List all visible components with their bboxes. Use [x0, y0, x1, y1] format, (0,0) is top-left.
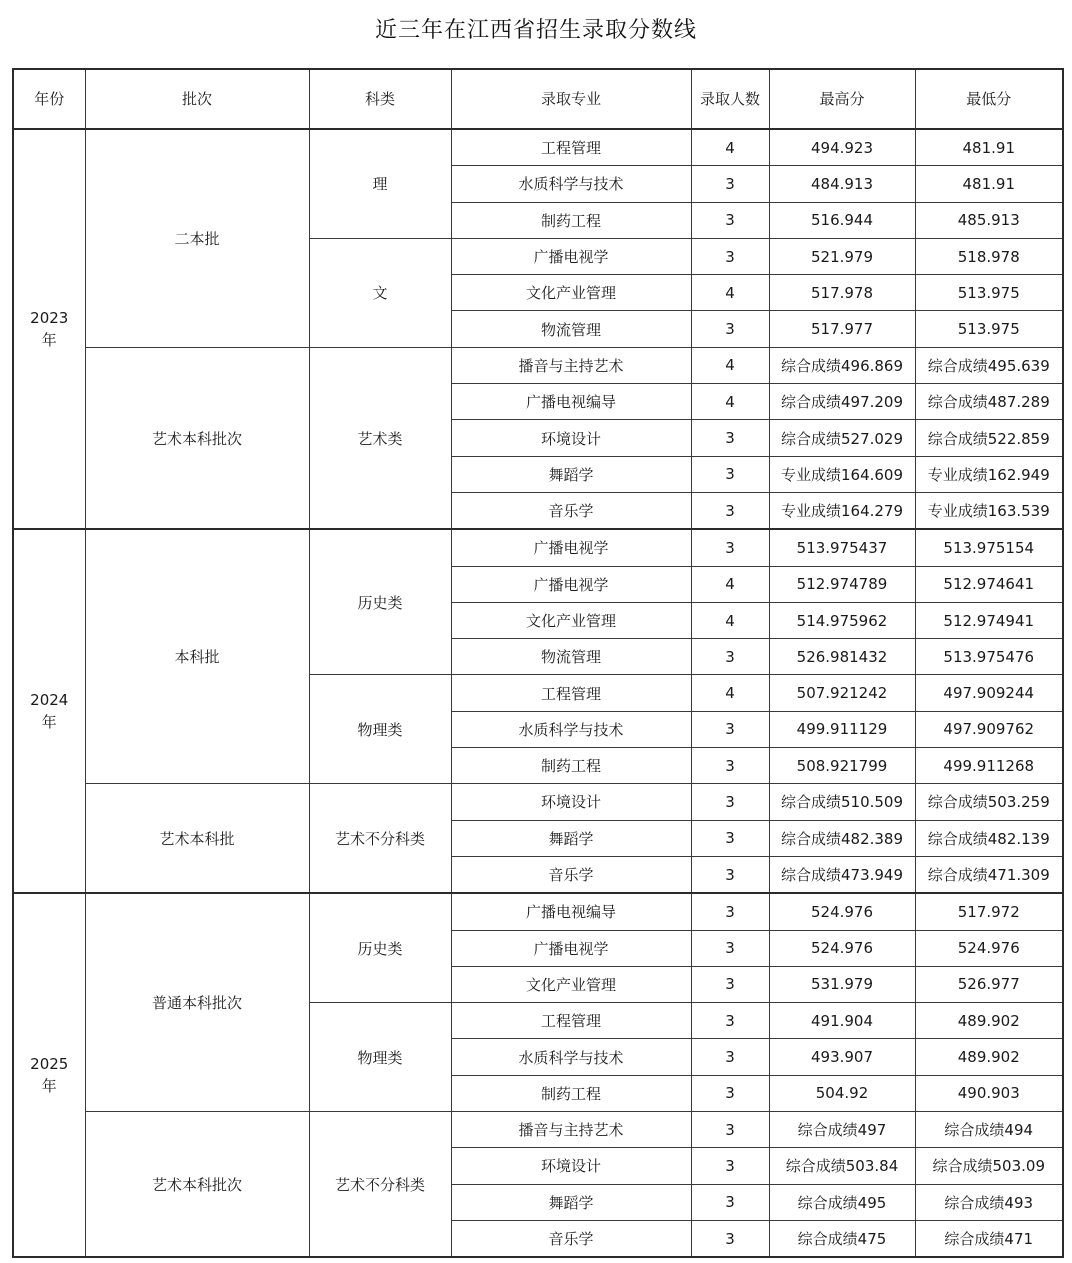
min-score-cell: 497.909762	[915, 711, 1063, 747]
year-value: 2023	[30, 309, 69, 328]
batch-cell: 艺术本科批	[85, 784, 309, 893]
category-cell: 历史类	[309, 529, 451, 675]
category-cell: 物理类	[309, 1003, 451, 1112]
count-cell: 3	[691, 784, 769, 820]
count-cell: 3	[691, 711, 769, 747]
max-score-cell: 531.979	[769, 966, 915, 1002]
major-cell: 制药工程	[451, 748, 691, 784]
batch-cell: 本科批	[85, 529, 309, 784]
batch-cell: 艺术本科批次	[85, 347, 309, 529]
min-score-cell: 513.975	[915, 311, 1063, 347]
min-score-cell: 512.974641	[915, 566, 1063, 602]
count-cell: 3	[691, 966, 769, 1002]
min-score-cell: 512.974941	[915, 602, 1063, 638]
major-cell: 广播电视编导	[451, 893, 691, 930]
max-score-cell: 513.975437	[769, 529, 915, 566]
max-score-cell: 综合成绩496.869	[769, 347, 915, 383]
major-cell: 广播电视学	[451, 238, 691, 274]
max-score-cell: 526.981432	[769, 639, 915, 675]
count-cell: 4	[691, 566, 769, 602]
min-score-cell: 综合成绩487.289	[915, 384, 1063, 420]
min-score-cell: 499.911268	[915, 748, 1063, 784]
table-row	[13, 129, 1063, 166]
max-score-cell: 综合成绩510.509	[769, 784, 915, 820]
category-cell: 理	[309, 129, 451, 238]
major-cell: 水质科学与技术	[451, 1039, 691, 1075]
min-score-cell: 489.902	[915, 1039, 1063, 1075]
count-cell: 4	[691, 675, 769, 711]
max-score-cell: 综合成绩497.209	[769, 384, 915, 420]
max-score-cell: 508.921799	[769, 748, 915, 784]
max-score-cell: 专业成绩164.609	[769, 456, 915, 492]
count-cell: 3	[691, 748, 769, 784]
min-score-cell: 524.976	[915, 930, 1063, 966]
max-score-cell: 综合成绩482.389	[769, 820, 915, 856]
major-cell: 音乐学	[451, 492, 691, 529]
min-score-cell: 485.913	[915, 202, 1063, 238]
count-cell: 3	[691, 492, 769, 529]
min-score-cell: 513.975154	[915, 529, 1063, 566]
header-max-score: 最高分	[769, 69, 915, 129]
count-cell: 3	[691, 420, 769, 456]
major-cell: 音乐学	[451, 1220, 691, 1257]
max-score-cell: 综合成绩527.029	[769, 420, 915, 456]
count-cell: 3	[691, 1075, 769, 1111]
major-cell: 工程管理	[451, 129, 691, 166]
major-cell: 舞蹈学	[451, 1184, 691, 1220]
count-cell: 4	[691, 602, 769, 638]
count-cell: 3	[691, 930, 769, 966]
header-count: 录取人数	[691, 69, 769, 129]
count-cell: 4	[691, 275, 769, 311]
count-cell: 3	[691, 856, 769, 893]
major-cell: 物流管理	[451, 639, 691, 675]
min-score-cell: 517.972	[915, 893, 1063, 930]
category-cell: 文	[309, 238, 451, 347]
major-cell: 舞蹈学	[451, 820, 691, 856]
major-cell: 制药工程	[451, 202, 691, 238]
max-score-cell: 514.975962	[769, 602, 915, 638]
major-cell: 环境设计	[451, 784, 691, 820]
major-cell: 广播电视学	[451, 566, 691, 602]
count-cell: 3	[691, 238, 769, 274]
max-score-cell: 491.904	[769, 1003, 915, 1039]
max-score-cell: 516.944	[769, 202, 915, 238]
major-cell: 音乐学	[451, 856, 691, 893]
major-cell: 物流管理	[451, 311, 691, 347]
category-cell: 物理类	[309, 675, 451, 784]
min-score-cell: 综合成绩495.639	[915, 347, 1063, 383]
min-score-cell: 专业成绩163.539	[915, 492, 1063, 529]
major-cell: 舞蹈学	[451, 456, 691, 492]
max-score-cell: 494.923	[769, 129, 915, 166]
max-score-cell: 484.913	[769, 166, 915, 202]
max-score-cell: 521.979	[769, 238, 915, 274]
min-score-cell: 专业成绩162.949	[915, 456, 1063, 492]
max-score-cell: 499.911129	[769, 711, 915, 747]
max-score-cell: 512.974789	[769, 566, 915, 602]
max-score-cell: 综合成绩503.84	[769, 1148, 915, 1184]
year-cell	[13, 129, 85, 529]
header-min-score: 最低分	[915, 69, 1063, 129]
count-cell: 4	[691, 384, 769, 420]
year-cell	[13, 529, 85, 893]
max-score-cell: 517.978	[769, 275, 915, 311]
count-cell: 3	[691, 1112, 769, 1148]
year-suffix: 年	[41, 331, 57, 350]
header-batch: 批次	[85, 69, 309, 129]
major-cell: 工程管理	[451, 675, 691, 711]
year-suffix: 年	[41, 713, 57, 732]
max-score-cell: 517.977	[769, 311, 915, 347]
min-score-cell: 481.91	[915, 129, 1063, 166]
count-cell: 3	[691, 166, 769, 202]
major-cell: 广播电视编导	[451, 384, 691, 420]
count-cell: 3	[691, 820, 769, 856]
max-score-cell: 专业成绩164.279	[769, 492, 915, 529]
min-score-cell: 综合成绩503.09	[915, 1148, 1063, 1184]
min-score-cell: 综合成绩482.139	[915, 820, 1063, 856]
header-major: 录取专业	[451, 69, 691, 129]
table-body	[13, 129, 1063, 1257]
min-score-cell: 综合成绩471	[915, 1220, 1063, 1257]
table-row	[13, 893, 1063, 930]
header-category: 科类	[309, 69, 451, 129]
count-cell: 3	[691, 456, 769, 492]
max-score-cell: 综合成绩495	[769, 1184, 915, 1220]
table-row	[13, 1112, 1063, 1148]
max-score-cell: 综合成绩497	[769, 1112, 915, 1148]
count-cell: 3	[691, 1148, 769, 1184]
count-cell: 4	[691, 129, 769, 166]
batch-cell: 艺术本科批次	[85, 1112, 309, 1258]
category-cell: 历史类	[309, 893, 451, 1002]
table-row	[13, 784, 1063, 820]
max-score-cell: 504.92	[769, 1075, 915, 1111]
major-cell: 广播电视学	[451, 529, 691, 566]
header-row	[13, 69, 1063, 129]
min-score-cell: 513.975476	[915, 639, 1063, 675]
max-score-cell: 综合成绩473.949	[769, 856, 915, 893]
max-score-cell: 507.921242	[769, 675, 915, 711]
min-score-cell: 518.978	[915, 238, 1063, 274]
category-cell: 艺术不分科类	[309, 784, 451, 893]
major-cell: 播音与主持艺术	[451, 347, 691, 383]
count-cell: 3	[691, 639, 769, 675]
count-cell: 3	[691, 202, 769, 238]
header-year: 年份	[13, 69, 85, 129]
min-score-cell: 513.975	[915, 275, 1063, 311]
year-value: 2025	[30, 1055, 69, 1074]
min-score-cell: 综合成绩522.859	[915, 420, 1063, 456]
year-value: 2024	[30, 691, 69, 710]
major-cell: 工程管理	[451, 1003, 691, 1039]
major-cell: 播音与主持艺术	[451, 1112, 691, 1148]
min-score-cell: 526.977	[915, 966, 1063, 1002]
min-score-cell: 综合成绩494	[915, 1112, 1063, 1148]
category-cell: 艺术不分科类	[309, 1112, 451, 1258]
min-score-cell: 489.902	[915, 1003, 1063, 1039]
major-cell: 制药工程	[451, 1075, 691, 1111]
max-score-cell: 524.976	[769, 893, 915, 930]
category-cell: 艺术类	[309, 347, 451, 529]
max-score-cell: 综合成绩475	[769, 1220, 915, 1257]
min-score-cell: 综合成绩503.259	[915, 784, 1063, 820]
major-cell: 广播电视学	[451, 930, 691, 966]
count-cell: 3	[691, 529, 769, 566]
major-cell: 水质科学与技术	[451, 711, 691, 747]
count-cell: 3	[691, 893, 769, 930]
max-score-cell: 524.976	[769, 930, 915, 966]
major-cell: 文化产业管理	[451, 966, 691, 1002]
major-cell: 环境设计	[451, 420, 691, 456]
count-cell: 3	[691, 1039, 769, 1075]
major-cell: 环境设计	[451, 1148, 691, 1184]
batch-cell: 普通本科批次	[85, 893, 309, 1111]
count-cell: 3	[691, 1184, 769, 1220]
year-suffix: 年	[41, 1077, 57, 1096]
year-cell	[13, 893, 85, 1257]
table-row	[13, 347, 1063, 383]
batch-cell: 二本批	[85, 129, 309, 347]
admission-score-table	[12, 68, 1064, 1258]
major-cell: 文化产业管理	[451, 602, 691, 638]
count-cell: 3	[691, 1220, 769, 1257]
count-cell: 3	[691, 1003, 769, 1039]
major-cell: 水质科学与技术	[451, 166, 691, 202]
count-cell: 4	[691, 347, 769, 383]
min-score-cell: 481.91	[915, 166, 1063, 202]
min-score-cell: 综合成绩471.309	[915, 856, 1063, 893]
min-score-cell: 490.903	[915, 1075, 1063, 1111]
min-score-cell: 497.909244	[915, 675, 1063, 711]
max-score-cell: 493.907	[769, 1039, 915, 1075]
major-cell: 文化产业管理	[451, 275, 691, 311]
count-cell: 3	[691, 311, 769, 347]
table-row	[13, 529, 1063, 566]
min-score-cell: 综合成绩493	[915, 1184, 1063, 1220]
page-title: 近三年在江西省招生录取分数线	[374, 18, 697, 43]
